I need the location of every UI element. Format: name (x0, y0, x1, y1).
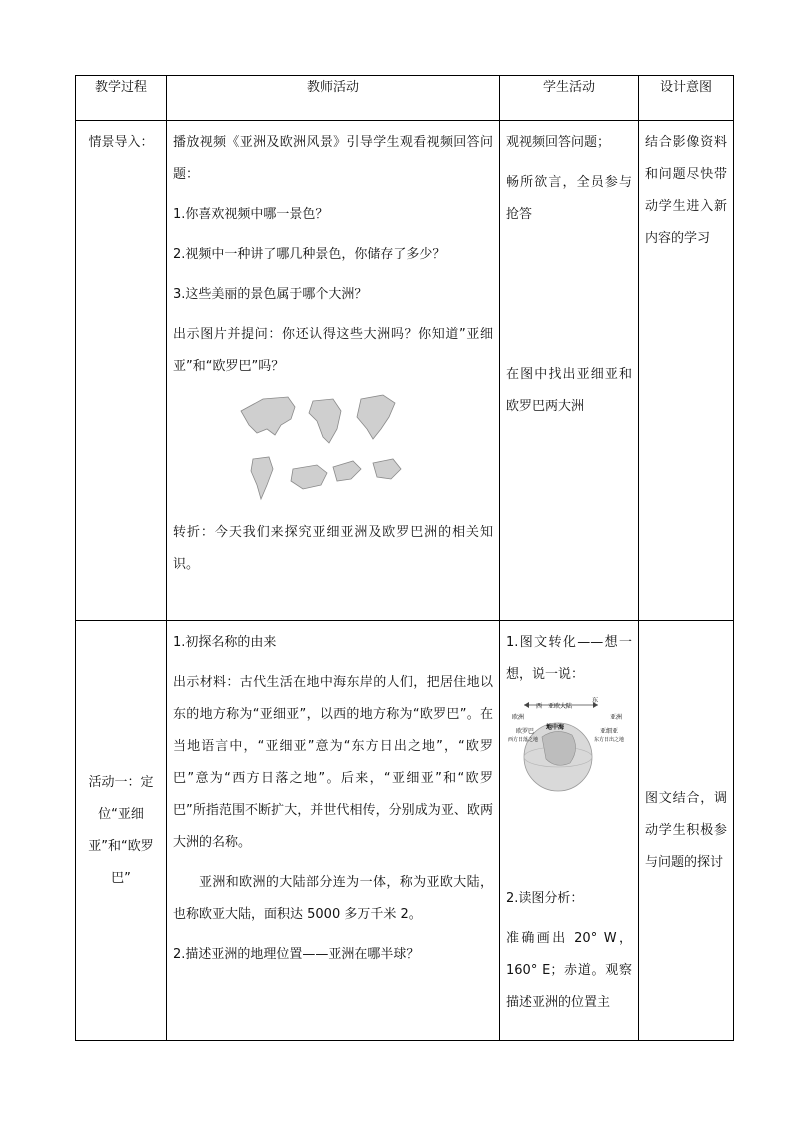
north-america-shape (357, 395, 395, 439)
intro-question-1: 1.你喜欢视频中哪一景色？ (173, 207, 329, 222)
intro-process: 情景导入： (88, 135, 154, 150)
activity-process: 活动一：定位“亚细亚”和“欧罗巴” (88, 774, 154, 886)
activity-heading-2: 2.描述亚洲的地理位置——亚洲在哪半球？ (173, 947, 420, 962)
activity-student-2: 2.读图分析： (506, 891, 584, 906)
intro-teacher-p3: 转折：今天我们来探究亚细亚洲及欧罗巴洲的相关知识。 (173, 525, 493, 572)
africa-shape (309, 399, 341, 443)
antarctica-shape (291, 465, 327, 489)
activity-process-cell (76, 621, 167, 1041)
globe-diagram (506, 697, 631, 795)
activity-eurasia: 亚洲和欧洲的大陆部分连为一体，称为亚欧大陆，也称欧亚大陆，面积达 5000 多万千米 2。 (173, 875, 493, 922)
intro-intent-cell (639, 121, 734, 621)
oceania-shape (373, 459, 401, 479)
label-east: 东 (592, 697, 599, 704)
row-intro (76, 121, 734, 621)
europe-shape (333, 461, 361, 481)
activity-student-cell (500, 621, 639, 1041)
intro-question-3: 3.这些美丽的景色属于哪个大洲？ (173, 287, 368, 302)
activity-material: 出示材料：古代生活在地中海东岸的人们，把居住地以东的地方称为“亚细亚”，以西的地方称为“欧罗巴”。在当地语言中，“亚细亚”意为“东方日出之地”，“欧罗巴”意为“西方日落之地”。后来，“亚细亚”和“欧罗巴”所指范围不断扩大，并世代相传，分别成为亚、欧两大洲的名称。 (173, 675, 493, 850)
activity-intent: 图文结合，调动学生积极参与问题的探讨 (645, 790, 727, 870)
intro-intent: 结合影像资料和问题尽快带动学生进入新内容的学习 (645, 135, 727, 246)
activity-intent-cell (639, 621, 734, 1041)
activity-student-3: 准确画出 20° W，160° E；赤道。观察描述亚洲的位置主 (506, 931, 632, 1010)
label-sea: 地中海 (546, 724, 565, 731)
header-teacher: 教师活动 (167, 76, 500, 121)
label-asia: 亚洲 (610, 714, 623, 721)
label-west: 西 (536, 703, 543, 710)
activity-heading-1: 1.初探名称的由来 (173, 635, 277, 650)
intro-teacher-p1: 播放视频《亚洲及欧洲风景》引导学生观看视频回答问题： (173, 135, 493, 182)
row-activity-1 (76, 621, 734, 1041)
globe-landmass (542, 731, 576, 765)
intro-teacher-p2: 出示图片并提问：你还认得这些大洲吗？你知道”亚细亚”和“欧罗巴”吗？ (173, 327, 493, 374)
label-sunset: 西方日落之地 (508, 737, 539, 743)
intro-student-cell (500, 121, 639, 621)
lesson-plan-table (75, 75, 734, 1041)
header-process: 教学过程 (76, 76, 167, 121)
label-sunrise: 东方日出之地 (594, 737, 625, 743)
intro-student-1: 观视频回答问题； (506, 135, 611, 150)
asia-shape (241, 397, 295, 435)
continents-image (233, 389, 413, 509)
label-asia-fine: 亚细亚 (600, 728, 619, 735)
intro-question-2: 2.视频中一种讲了哪几种景色，你储存了多少？ (173, 247, 446, 262)
label-landmass: 亚欧大陆 (548, 703, 573, 710)
header-row (76, 76, 734, 121)
activity-teacher-cell (167, 621, 500, 1041)
intro-teacher-cell (167, 121, 500, 621)
label-europe: 欧洲 (512, 714, 525, 721)
label-europa: 欧罗巴 (516, 728, 535, 735)
header-student: 学生活动 (500, 76, 639, 121)
header-intent: 设计意图 (639, 76, 734, 121)
intro-student-3: 在图中找出亚细亚和欧罗巴两大洲 (506, 367, 632, 414)
intro-process-cell (76, 121, 167, 621)
intro-student-2: 畅所欲言，全员参与抢答 (506, 175, 632, 222)
activity-student-1: 1.图文转化——想一想，说一说： (506, 635, 632, 682)
south-america-shape (251, 457, 273, 499)
